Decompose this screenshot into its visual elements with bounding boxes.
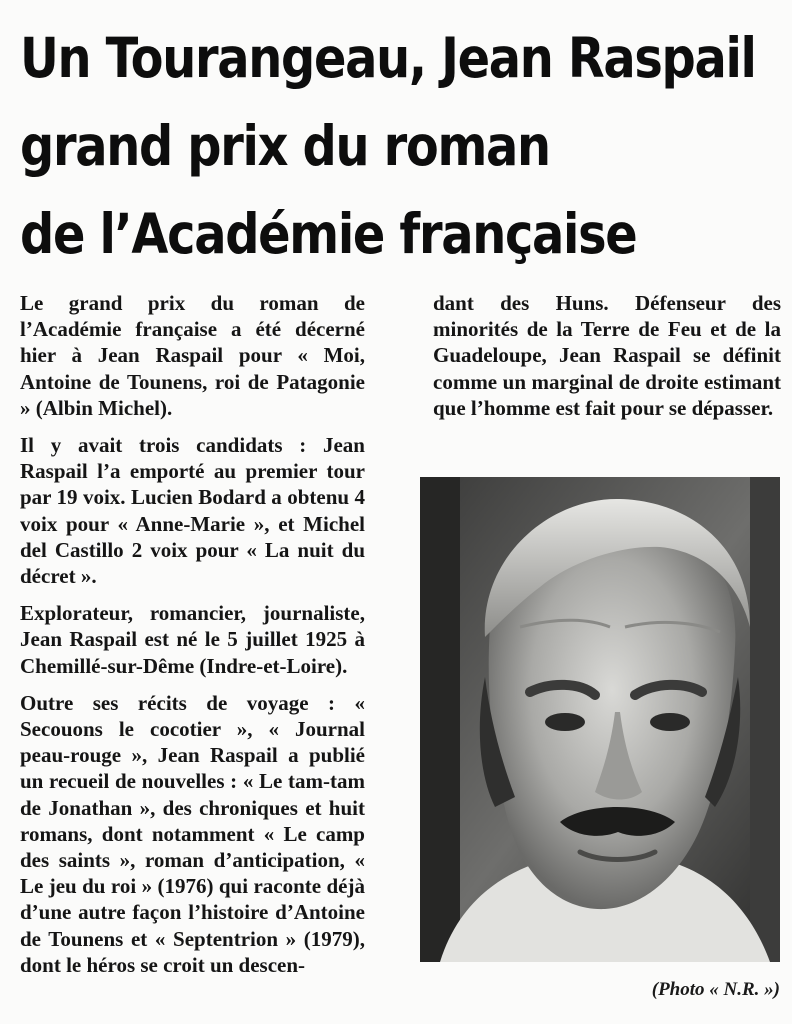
article-paragraph-4: Outre ses récits de voyage : « Secouons le cocotier », « Journal peau-rouge », Jean Raspail a publié un recueil de nouvelles : « Le tam-tam de Jonathan », des chroniques et huit romans, dont notamment « Le camp des saints », roman d’anticipation, « Le jeu du roi » (1976) qui raconte déjà d’une autre façon l’histoire d’Antoine de Tounens et « Septentrion » (1979), dont le héros se croit un descen-	[20, 690, 365, 977]
headline	[20, 14, 756, 278]
article-paragraph-2: Il y avait trois candidats : Jean Raspail l’a emporté au premier tour par 19 voix. Lucien Bodard a obtenu 4 voix pour « Anne-Marie », et Michel del Castillo 2 voix pour « La nuit du décret ».	[20, 433, 365, 589]
article-paragraph-1: Le grand prix du roman de l’Académie française a été décerné hier à Jean Raspail pour « Moi, Antoine de Tounens, roi de Patagonie » (Albin Michel).	[20, 291, 365, 420]
headline-line-1: Un Tourangeau, Jean Raspail	[20, 26, 756, 90]
portrait-photo	[420, 477, 780, 962]
article-column-left	[20, 290, 365, 989]
article-paragraph-5: dant des Huns. Défenseur des minorités de la Terre de Feu et de la Guadeloupe, Jean Raspail se définit comme un marginal de droite estimant que l’homme est fait pour se dépasser.	[433, 291, 781, 420]
photo-credit: (Photo « N.R. »)	[651, 979, 780, 1000]
headline-line-3: de l’Académie française	[20, 202, 637, 266]
article-paragraph-3: Explorateur, romancier, journaliste, Jean Raspail est né le 5 juillet 1925 à Chemillé-sur-Dême (Indre-et-Loire).	[20, 601, 365, 678]
headline-line-2: grand prix du roman	[20, 114, 550, 178]
article-column-right	[433, 290, 781, 432]
